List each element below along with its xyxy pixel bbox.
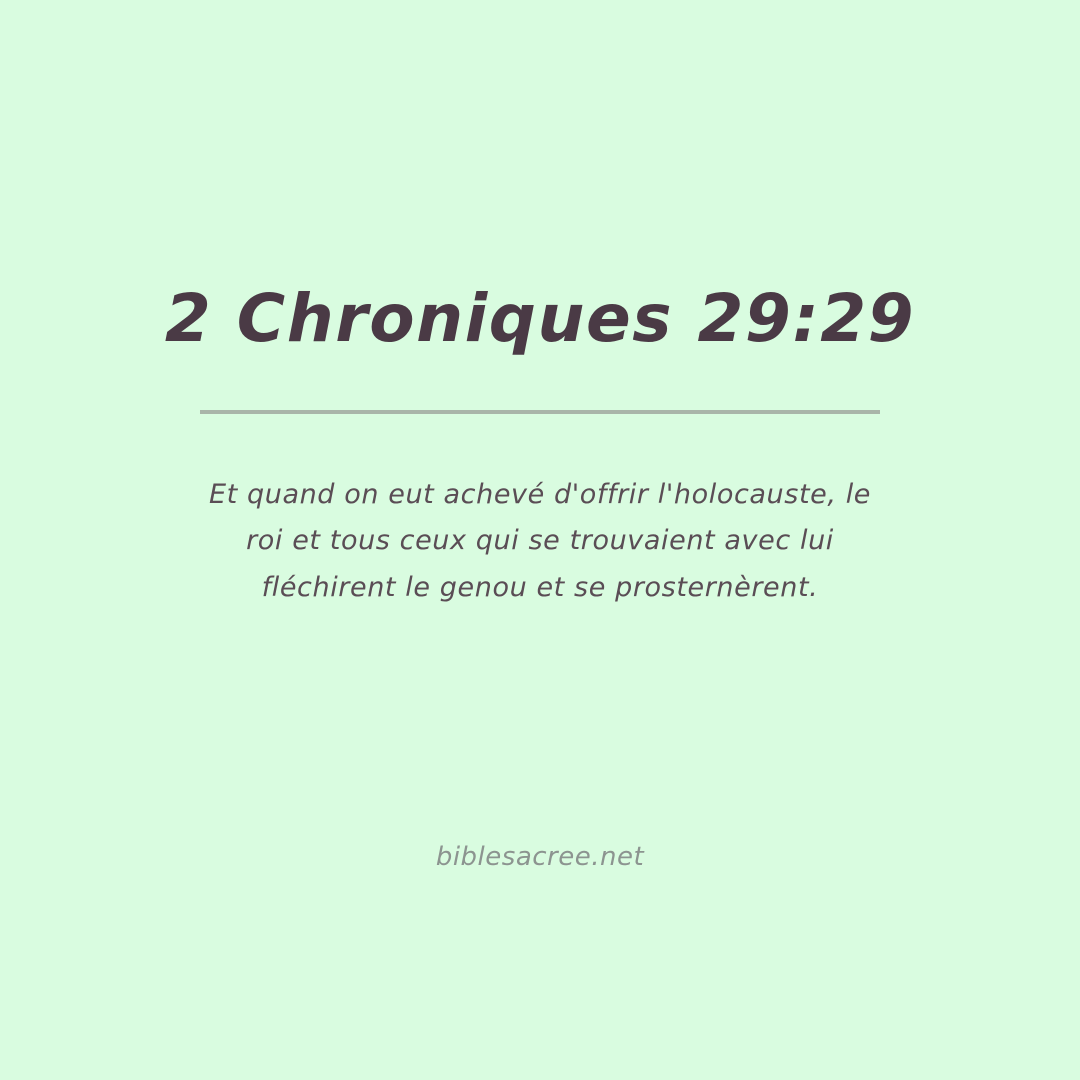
verse-text: Et quand on eut achevé d'offrir l'holocauste, le roi et tous ceux qui se trouvaient avec lui fléchirent le genou et se prosternèrent. [208,478,872,603]
site-attribution: biblesacree.net [435,842,645,872]
divider [200,410,880,414]
verse-reference: 2 Chroniques 29:29 [164,280,916,357]
